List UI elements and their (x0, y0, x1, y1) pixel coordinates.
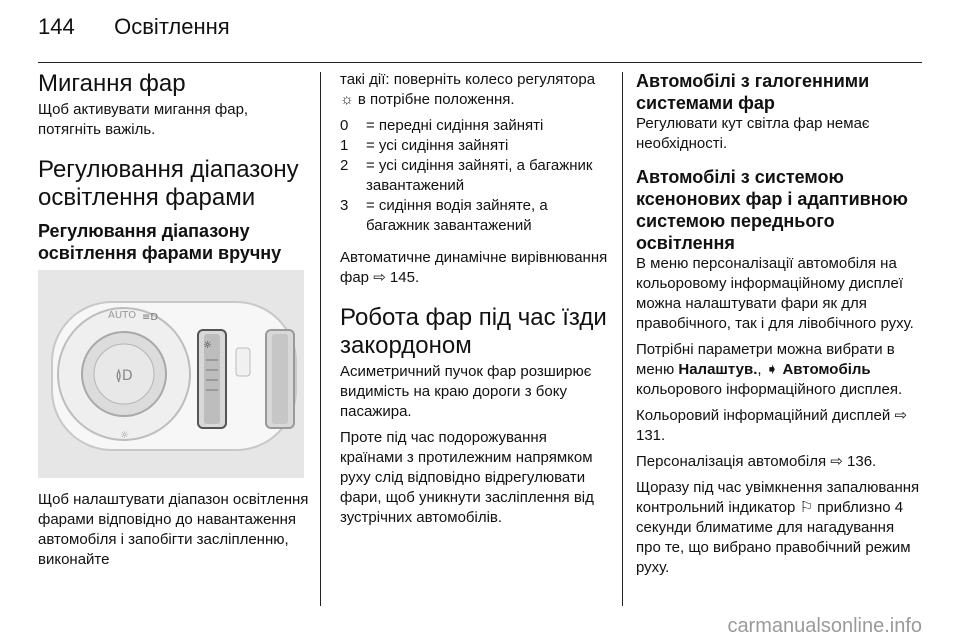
heading-abroad: Робота фар під час їзди закордоном (340, 304, 607, 359)
list-item: 2 = усі сидіння зайняті, а багажник завантажений (340, 157, 593, 194)
header-rule (38, 62, 922, 63)
paragraph: Асиметричний пучок фар розширює видимість на краю дороги з боку пасажира. (340, 363, 592, 420)
svg-text:☼: ☼ (203, 340, 212, 351)
column-divider (320, 72, 321, 606)
svg-text:AUTO: AUTO (108, 310, 137, 321)
list-item: 0 = передні сидіння зайняті (340, 117, 544, 134)
paragraph: такі дії: поверніть колесо регулятора ☼ в потрібне положення. (340, 71, 596, 108)
section-title: Освітлення (114, 14, 230, 39)
svg-text:≬D: ≬D (115, 368, 133, 384)
list-item: 3 = сидіння водія зайняте, а багажник завантажений (340, 197, 548, 234)
list-item: 1 = усі сидіння зайняті (340, 137, 509, 154)
paragraph: Проте під час подорожування країнами з протилежним напрямком руху слід відповідно відрегулювати фари, щоб уникнути засліплення від зустрічних автомобілів. (340, 429, 594, 526)
heading-range: Регулювання діапазону освітлення фарами (38, 156, 299, 211)
subheading-manual: Регулювання діапазону освітлення фарами вручну (38, 221, 282, 263)
page-number: 144 (38, 14, 75, 39)
svg-text:☼: ☼ (120, 430, 129, 441)
paragraph: Кольоровий інформаційний дисплей ⇨ 131. (636, 407, 908, 444)
headlight-switch-figure (38, 270, 304, 478)
watermark: carmanualsonline.info (727, 615, 922, 637)
heading-xenon: Автомобілі з системою ксенонових фар і адаптивною системою переднього освітлення (636, 167, 908, 253)
paragraph: Щоб активувати мигання фар, потягніть важіль. (38, 101, 249, 138)
column-1 (38, 70, 310, 576)
paragraph: Щоразу під час увімкнення запалювання контрольний індикатор ⚐ приблизно 4 секунди блиматиме для нагадування про те, що вибрано правобічний режим руху. (636, 479, 920, 576)
paragraph: Персоналізація автомобіля ⇨ 136. (636, 453, 877, 470)
paragraph: Щоб налаштувати діапазон освітлення фарами відповідно до навантаження автомобіля і запобігти засліпленню, виконайте (38, 491, 309, 568)
paragraph: Регулювати кут світла фар немає необхідності. (636, 115, 870, 152)
column-2 (340, 70, 608, 534)
svg-text:≡D: ≡D (142, 312, 159, 323)
paragraph: Потрібні параметри можна вибрати в меню Налаштув., ➧ Автомобіль кольорового інформаційного дисплея. (636, 341, 903, 398)
paragraph: В меню персоналізації автомобіля на кольоровому інформаційному дисплеї можна налаштувати фари як для правобічного, так і для лівобічного руху. (636, 255, 914, 332)
page-header (38, 14, 230, 40)
heading-halogen: Автомобілі з галогенними системами фар (636, 71, 870, 113)
load-position-list (340, 116, 608, 236)
heading-flash: Мигання фар (38, 70, 186, 97)
paragraph: Автоматичне динамічне вирівнювання фар ⇨ 145. (340, 249, 608, 286)
column-3 (636, 70, 922, 584)
light-switch-illustration (38, 270, 304, 478)
column-divider (622, 72, 623, 606)
